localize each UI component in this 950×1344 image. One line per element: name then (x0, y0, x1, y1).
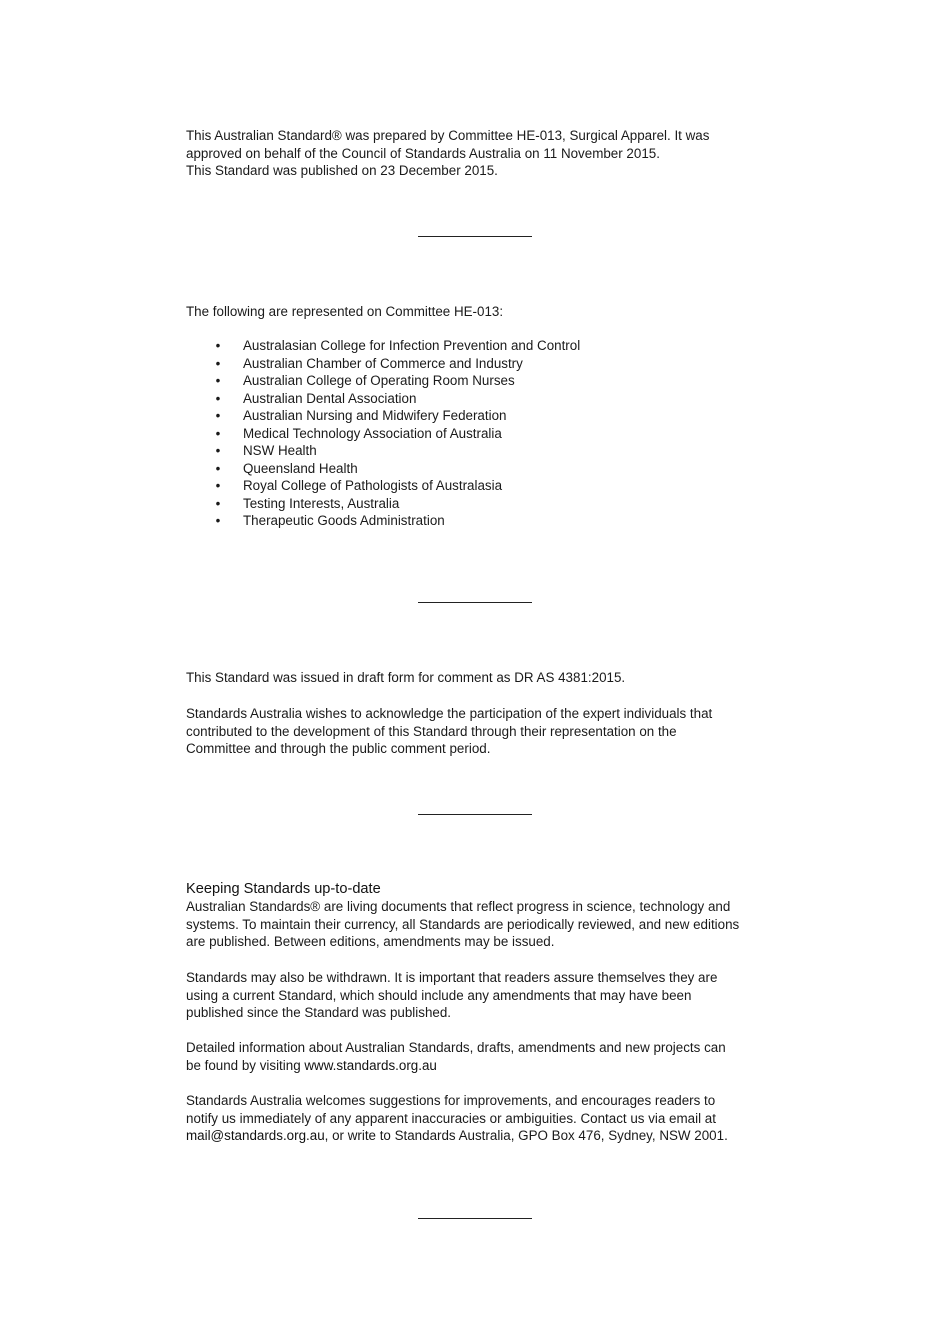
bullet-icon: • (215, 425, 221, 441)
bullet-icon: • (215, 513, 221, 528)
list-item (186, 460, 746, 478)
website-link[interactable]: www.standards.org.au (304, 1057, 437, 1073)
list-item (186, 442, 746, 460)
section-divider (418, 814, 532, 815)
prepared-by-paragraph (186, 127, 766, 180)
keeping-paragraph-3 (186, 1039, 766, 1074)
keeping-line: Australian Standards® are living documents that reflect progress in science, technology and (186, 899, 731, 914)
acknowledgement-line: Committee and through the public comment period. (186, 741, 491, 757)
keeping-line: are published. Between editions, amendments may be issued. (186, 934, 555, 950)
keeping-line: using a current Standard, which should include any amendments that may have been (186, 987, 692, 1003)
bullet-icon: • (215, 355, 221, 371)
draft-notice: This Standard was issued in draft form for comment as DR AS 4381:2015. (186, 670, 626, 685)
member-name: Queensland Health (243, 460, 358, 476)
bullet-icon: • (215, 373, 221, 388)
prepared-by-line: This Australian Standard® was prepared by Committee HE-013, Surgical Apparel. It was (186, 128, 710, 143)
keeping-line (186, 1127, 766, 1145)
keeping-paragraph-2 (186, 969, 766, 1022)
member-name: NSW Health (243, 443, 317, 458)
bullet-icon: • (215, 338, 221, 353)
list-item (186, 425, 746, 443)
committee-member-list (186, 337, 746, 530)
member-name: Australian Nursing and Midwifery Federation (243, 408, 507, 423)
member-name: Testing Interests, Australia (243, 495, 400, 511)
list-item (186, 372, 746, 390)
keeping-line: Standards Australia welcomes suggestions for improvements, and encourages readers to (186, 1093, 716, 1108)
section-divider (418, 236, 532, 237)
member-name: Royal College of Pathologists of Australasia (243, 478, 503, 493)
keeping-paragraph-1 (186, 898, 766, 951)
list-item (186, 495, 746, 513)
keeping-paragraph-4 (186, 1092, 766, 1145)
section-divider (418, 1218, 532, 1219)
member-name: Therapeutic Goods Administration (243, 513, 445, 528)
email-link[interactable]: mail@standards.org.au (186, 1128, 325, 1144)
member-name: Australasian College for Infection Prevention and Control (243, 338, 581, 353)
keeping-line: published since the Standard was published. (186, 1005, 452, 1021)
section-heading: Keeping Standards up-to-date (186, 881, 381, 897)
list-item (186, 337, 746, 355)
list-item (186, 407, 746, 425)
keeping-line: notify us immediately of any apparent inaccuracies or ambiguities. Contact us via email at (186, 1110, 716, 1126)
member-name: Australian Dental Association (243, 390, 417, 406)
keeping-line (186, 1057, 766, 1075)
bullet-icon: • (215, 478, 221, 493)
bullet-icon: • (215, 495, 221, 511)
member-name: Australian Chamber of Commerce and Industry (243, 355, 523, 371)
list-item (186, 512, 746, 530)
list-item (186, 390, 746, 408)
list-item (186, 477, 746, 495)
bullet-icon: • (215, 443, 221, 458)
bullet-icon: • (215, 390, 221, 406)
prepared-by-line: approved on behalf of the Council of Standards Australia on 11 November 2015. (186, 145, 660, 161)
acknowledgement-line: Standards Australia wishes to acknowledge the participation of the expert individuals that (186, 706, 713, 721)
prepared-by-line: This Standard was published on 23 December 2015. (186, 163, 498, 179)
member-name: Australian College of Operating Room Nurses (243, 373, 515, 388)
bullet-icon: • (215, 460, 221, 476)
member-name: Medical Technology Association of Australia (243, 425, 502, 441)
acknowledgement-paragraph (186, 705, 766, 758)
bullet-icon: • (215, 408, 221, 423)
list-item (186, 355, 746, 373)
acknowledgement-line: contributed to the development of this Standard through their representation on the (186, 723, 677, 739)
address-suffix: , or write to Standards Australia, GPO Box 476, Sydney, NSW 2001. (324, 1128, 728, 1144)
keeping-line: Standards may also be withdrawn. It is important that readers assure themselves they are (186, 970, 718, 985)
keeping-line: systems. To maintain their currency, all Standards are periodically reviewed, and new editions (186, 916, 740, 932)
committee-intro: The following are represented on Committee HE-013: (186, 304, 504, 319)
section-divider (418, 602, 532, 603)
visit-prefix: be found by visiting (186, 1057, 305, 1073)
keeping-line: Detailed information about Australian Standards, drafts, amendments and new projects can (186, 1040, 726, 1055)
